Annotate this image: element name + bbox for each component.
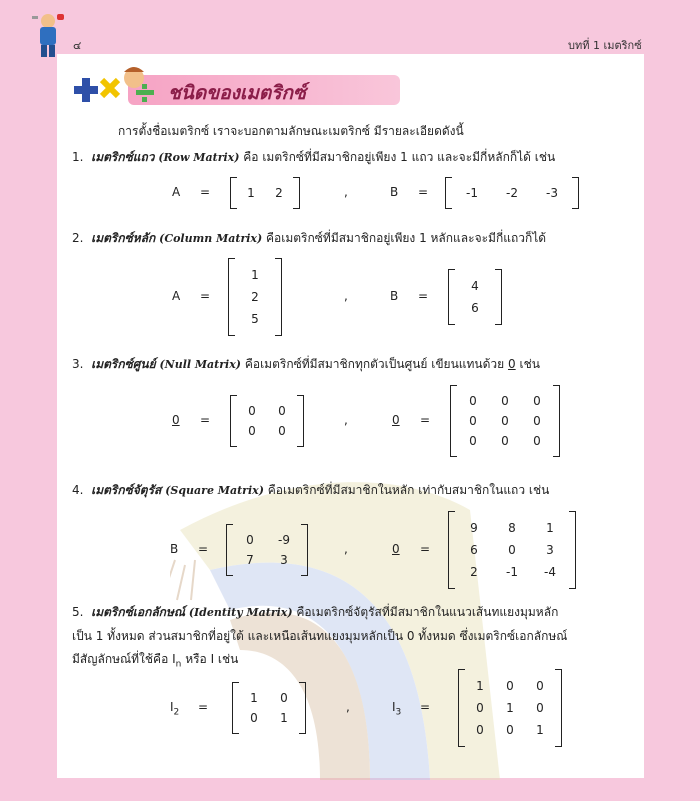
matrix-cell: -2 [506, 185, 518, 200]
matrix-cell: 0 [533, 393, 541, 408]
matrix-right-bracket [293, 177, 300, 209]
matrix-cell: 9 [470, 520, 478, 535]
matrix-label: $I_2$ [170, 700, 180, 718]
comma: , [344, 542, 348, 556]
math-symbols-kid-icon [72, 64, 162, 112]
matrix-cell: 6 [471, 300, 479, 315]
equals-sign: = [418, 289, 429, 303]
matrix-cell: 0 [248, 423, 256, 438]
item-name: เมตริกซ์หลัก [91, 231, 156, 245]
matrix-cell: 7 [246, 552, 254, 567]
item-name: เมตริกซ์จัตุรัส [91, 483, 162, 497]
item-number: 5. [72, 605, 84, 619]
equals-sign: = [420, 542, 431, 556]
item-name: เมตริกซ์เอกลักษณ์ [91, 605, 185, 619]
matrix-label: B [390, 185, 399, 199]
matrix-cell: 1 [546, 520, 554, 535]
matrix-cell: 0 [250, 710, 258, 725]
identity-line-3 [72, 650, 238, 669]
matrix-right-bracket [299, 682, 306, 734]
matrix-cell: 0 [536, 700, 544, 715]
identity-line-2: เป็น 1 ทั้งหมด ส่วนสมาชิกที่อยู่ใต้ และเหนือเส้นทแยงมุมหลักเป็น 0 ทั้งหมด ซึ่งเมตริกซ์เอกลักษณ์ [72, 629, 568, 643]
equals-sign: = [200, 185, 211, 199]
matrix-cell: -9 [278, 532, 290, 547]
equals-sign: = [200, 413, 211, 427]
item-description: คือเมตริกซ์ที่มีสมาชิกทุกตัวเป็นศูนย์ เขียนแทนด้วย [244, 357, 505, 371]
item-number: 4. [72, 483, 84, 497]
matrix-label: B [390, 289, 399, 303]
matrix-cell: 1 [506, 700, 514, 715]
item-english: (Square Matrix) [165, 484, 264, 497]
matrix-cell: -1 [506, 564, 518, 579]
matrix-label: B [170, 542, 179, 556]
comma: , [346, 700, 350, 714]
matrix-right-bracket [495, 269, 502, 325]
matrix-cell: 0 [506, 722, 514, 737]
item-row-matrix [72, 148, 555, 167]
matrix-cell: 0 [476, 700, 484, 715]
matrix-cell: 0 [501, 433, 509, 448]
matrix-right-bracket [297, 395, 304, 447]
matrix-cell: 0 [533, 413, 541, 428]
matrix-cell: 0 [278, 403, 286, 418]
matrix-left-bracket [448, 269, 455, 325]
item-null-matrix [72, 355, 540, 374]
equals-sign: = [420, 413, 431, 427]
equals-sign: = [418, 185, 429, 199]
plumber-mascot-icon [30, 12, 66, 58]
item-column-matrix [72, 229, 546, 248]
matrix-cell: 1 [536, 722, 544, 737]
identity-subscript: n [175, 659, 182, 670]
matrix-cell: 0 [278, 423, 286, 438]
matrix-cell: 1 [476, 678, 484, 693]
matrix-right-bracket [555, 669, 562, 747]
matrix-cell: -3 [546, 185, 558, 200]
matrix-cell: -4 [544, 564, 556, 579]
matrix-right-bracket [572, 177, 579, 209]
matrix-label: 0 [392, 542, 400, 556]
matrix-cell: 0 [476, 722, 484, 737]
item-identity-matrix [72, 603, 558, 622]
identity-line3-tail: หรือ I เช่น [185, 652, 239, 666]
intro-text: การตั้งชื่อเมตริกซ์ เราจะบอกตามลักษณะเมตริกซ์ มีรายละเอียดดังนี้ [118, 124, 464, 138]
matrix-left-bracket [228, 258, 235, 336]
item-english: (Identity Matrix) [188, 606, 293, 619]
matrix-left-bracket [458, 669, 465, 747]
matrix-label: A [172, 289, 181, 303]
matrix-cell: 1 [280, 710, 288, 725]
matrix-cell: 0 [246, 532, 254, 547]
item-number: 2. [72, 231, 84, 245]
matrix-cell: 0 [536, 678, 544, 693]
item-description: คือเมตริกซ์จัตุรัสที่มีสมาชิกในแนวเส้นทแยงมุมหลัก [296, 605, 559, 619]
equals-sign: = [198, 700, 209, 714]
item-english: (Row Matrix) [158, 151, 240, 164]
item-name: เมตริกซ์ศูนย์ [91, 357, 156, 371]
matrix-label: A [172, 185, 181, 199]
matrix-left-bracket [448, 511, 455, 589]
item-english: (Column Matrix) [159, 232, 263, 245]
matrix-left-bracket [230, 395, 237, 447]
identity-line3-text: มีสัญลักษณ์ที่ใช้คือ [72, 652, 169, 666]
matrix-cell: 3 [280, 552, 288, 567]
comma: , [344, 185, 348, 199]
matrix-left-bracket [226, 524, 233, 576]
matrix-cell: 5 [251, 311, 259, 326]
item-square-matrix [72, 481, 549, 500]
matrix-cell: 0 [508, 542, 516, 557]
matrix-right-bracket [569, 511, 576, 589]
comma: , [344, 413, 348, 427]
matrix-cell: 0 [501, 413, 509, 428]
item-number: 1. [72, 150, 84, 164]
matrix-cell: 0 [506, 678, 514, 693]
matrix-cell: 6 [470, 542, 478, 557]
item-description: คือเมตริกซ์ที่มีสมาชิกอยู่เพียง 1 หลักและจะมีกี่แถวก็ได้ [266, 231, 547, 245]
matrix-cell: 0 [501, 393, 509, 408]
equals-sign: = [200, 289, 211, 303]
matrix-cell: 2 [275, 185, 283, 200]
matrix-cell: 1 [250, 690, 258, 705]
matrix-cell: -1 [466, 185, 478, 200]
section-title: ชนิดของเมตริกซ์ [168, 82, 306, 104]
matrix-cell: 0 [280, 690, 288, 705]
item-tail: เช่น [519, 357, 540, 371]
matrix-cell: 1 [247, 185, 255, 200]
matrix-right-bracket [301, 524, 308, 576]
matrix-cell: 0 [469, 433, 477, 448]
matrix-left-bracket [232, 682, 239, 734]
matrix-cell: 1 [251, 267, 259, 282]
identity-symbol: I [172, 652, 176, 666]
matrix-label: $I_3$ [392, 700, 402, 718]
matrix-right-bracket [553, 385, 560, 457]
item-description: คือ เมตริกซ์ที่มีสมาชิกอยู่เพียง 1 แถว และจะมีกี่หลักก็ได้ เช่น [243, 150, 556, 164]
matrix-label: 0 [172, 413, 180, 427]
matrix-cell: 0 [469, 413, 477, 428]
matrix-label-subscript: 2 [173, 707, 180, 718]
page-number: ๔ [73, 39, 82, 52]
matrix-cell: 8 [508, 520, 516, 535]
matrix-cell: 0 [533, 433, 541, 448]
equals-sign: = [198, 542, 209, 556]
matrix-cell: 3 [546, 542, 554, 557]
matrix-right-bracket [275, 258, 282, 336]
item-english: (Null Matrix) [159, 358, 242, 371]
item-name: เมตริกซ์แถว [91, 150, 155, 164]
matrix-cell: 0 [248, 403, 256, 418]
matrix-label-subscript: 3 [395, 707, 402, 718]
matrix-left-bracket [450, 385, 457, 457]
matrix-left-bracket [445, 177, 452, 209]
comma: , [344, 289, 348, 303]
item-number: 3. [72, 357, 84, 371]
equals-sign: = [420, 700, 431, 714]
matrix-cell: 0 [469, 393, 477, 408]
section-banner [128, 75, 400, 105]
matrix-cell: 2 [470, 564, 478, 579]
chapter-title: บทที่ 1 เมตริกซ์ [568, 39, 642, 52]
null-symbol: 0 [508, 357, 516, 371]
item-description: คือเมตริกซ์ที่มีสมาชิกในหลัก เท่ากับสมาชิกในแถว เช่น [267, 483, 550, 497]
matrix-cell: 4 [471, 278, 479, 293]
matrix-cell: 2 [251, 289, 259, 304]
matrix-label: 0 [392, 413, 400, 427]
